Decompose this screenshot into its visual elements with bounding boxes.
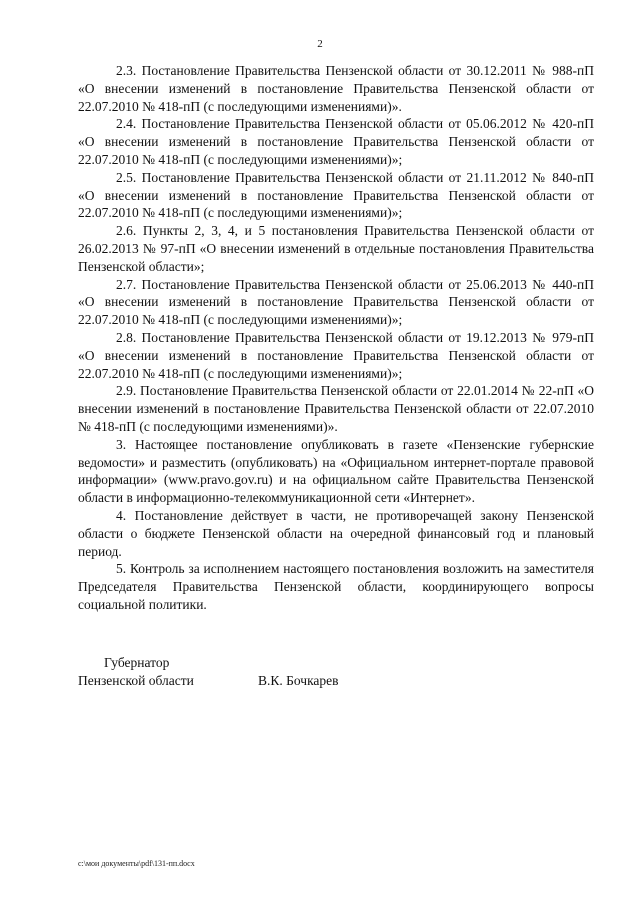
paragraph-2-6: 2.6. Пункты 2, 3, 4, и 5 постановления Правительства Пензенской области от 26.02.2013 № 97-пП «О внесении изменений в отдельные постановления Правительства Пензенской области»; — [78, 223, 594, 274]
paragraph-2-7: 2.7. Постановление Правительства Пензенской области от 25.06.2013 № 440-пП «О внесении изменений в постановление Правительства Пензенской области от 22.07.2010 № 418-пП (с последующими изменениями)»; — [78, 276, 594, 328]
paragraph-4: 4. Постановление действует в части, не противоречащей закону Пензенской области о бюджете Пензенской области на очередной финансовый год и плановый период. — [78, 507, 594, 559]
paragraph-2-3: 2.3. Постановление Правительства Пензенской области от 30.12.2011 № 988-пП «О внесении изменений в постановление Правительства Пензенской области от 22.07.2010 № 418-пП (с последующими изменениями)». — [78, 63, 594, 114]
paragraph-2-8: 2.8. Постановление Правительства Пензенской области от 19.12.2013 № 979-пП «О внесении изменений в постановление Правительства Пензенской области от 22.07.2010 № 418-пП (с последующими изменениями)»; — [78, 329, 594, 381]
footer-file-path: c:\мои документы\pdf\131-пп.docx — [78, 859, 195, 868]
paragraph-3: 3. Настоящее постановление опубликовать в газете «Пензенские губернские ведомости» и разместить (опубликовать) на «Официальном интернет-портале правовой информации» (www.pravo.gov.ru) и на официальном сайте Правительства Пензенской области в информационно-телекоммуникационной сети «Интернет». — [78, 436, 594, 506]
page-number: 2 — [317, 38, 323, 50]
paragraph-2-4: 2.4. Постановление Правительства Пензенской области от 05.06.2012 № 420-пП «О внесении изменений в постановление Правительства Пензенской области от 22.07.2010 № 418-пП (с последующими изменениями)»; — [78, 116, 594, 167]
signature-organization: Пензенской области — [78, 673, 194, 688]
signature-name: В.К. Бочкарев — [258, 673, 339, 688]
paragraph-5: 5. Контроль за исполнением настоящего постановления возложить на заместителя Председателя Правительства Пензенской области, координирующего вопросы социальной политики. — [78, 561, 594, 612]
document-body — [78, 62, 594, 614]
signature-title: Губернатор — [104, 655, 170, 670]
paragraph-2-9: 2.9. Постановление Правительства Пензенской области от 22.01.2014 № 22-пП «О внесении изменений в постановление Правительства Пензенской области от 22.07.2010 № 418-пП (с последующими изменениями)». — [78, 383, 594, 434]
paragraph-2-5: 2.5. Постановление Правительства Пензенской области от 21.11.2012 № 840-пП «О внесении изменений в постановление Правительства Пензенской области от 22.07.2010 № 418-пП (с последующими изменениями)»; — [78, 169, 594, 221]
